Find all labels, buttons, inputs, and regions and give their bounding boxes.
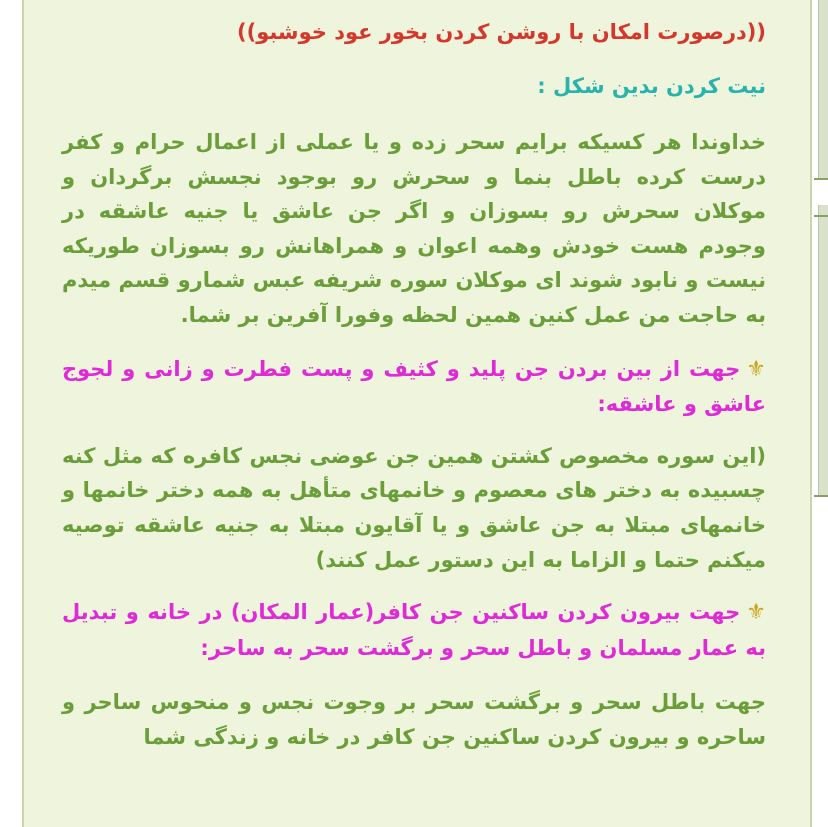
- incense-note: ((درصورت امکان با روشن کردن بخور عود خوشبو)): [237, 20, 766, 44]
- page-edge-strip: [818, 0, 828, 178]
- fleur-de-lis-icon: ⚜: [746, 356, 766, 382]
- article-content: [62, 0, 766, 755]
- expel-jinn-heading: [62, 595, 766, 665]
- lover-jinn-heading-text: جهت از بین بردن جن پلید و کثیف و پست فطرت و زانی و لجوج عاشق و عاشقه:: [62, 356, 766, 417]
- article-page: [22, 0, 812, 827]
- expel-paragraph: جهت باطل سحر و برگشت سحر بر وجوت نجس و منحوس ساحر و ساحره و بیرون کردن ساکنین جن کافر در خانه و زندگی شما: [62, 690, 766, 749]
- edge-divider: [814, 178, 828, 180]
- intention-heading: نیت کردن بدین شکل :: [537, 74, 766, 98]
- lover-jinn-heading: [62, 352, 766, 422]
- lover-jinn-paragraph: (این سوره مخصوص کشتن همین جن عوضی نجس کافره که مثل کنه چسبیده به دختر های معصوم و خانمهای متأهل به همه دختر خانمها و خانمهای مبتلا به جن عاشق و یا آقایون مبتلا به جنیه عاشقه توصیه میکنم حتما و الزاما به این دستور عمل کنند): [62, 443, 766, 572]
- edge-divider: [814, 495, 828, 497]
- edge-divider: [814, 215, 828, 217]
- fleur-de-lis-icon: ⚜: [746, 600, 766, 626]
- page-edge-strip: [818, 205, 828, 495]
- prayer-paragraph: خداوندا هر کسیکه برایم سحر زده و یا عملی از اعمال حرام و کفر درست کرده باطل بنما و سحرش رو بوجود نجسش برگردان و موکلان سحرش رو بسوزان و اگر جن عاشق یا جنیه عاشقه در وجودم هست خودش وهمه اعوان و همراهانش رو بسوزان طوریکه نیست و نابود شوند ای موکلان سوره شریفه عبس شمارو قسم میدم به حاجت من عمل کنین همین لحظه وفورا آفرین بر شما.: [62, 130, 766, 327]
- expel-jinn-heading-text: جهت بیرون کردن ساکنین جن کافر(عمار المکان) در خانه و تبدیل به عمار مسلمان و باطل سحر و برگشت سحر به ساحر:: [62, 600, 766, 660]
